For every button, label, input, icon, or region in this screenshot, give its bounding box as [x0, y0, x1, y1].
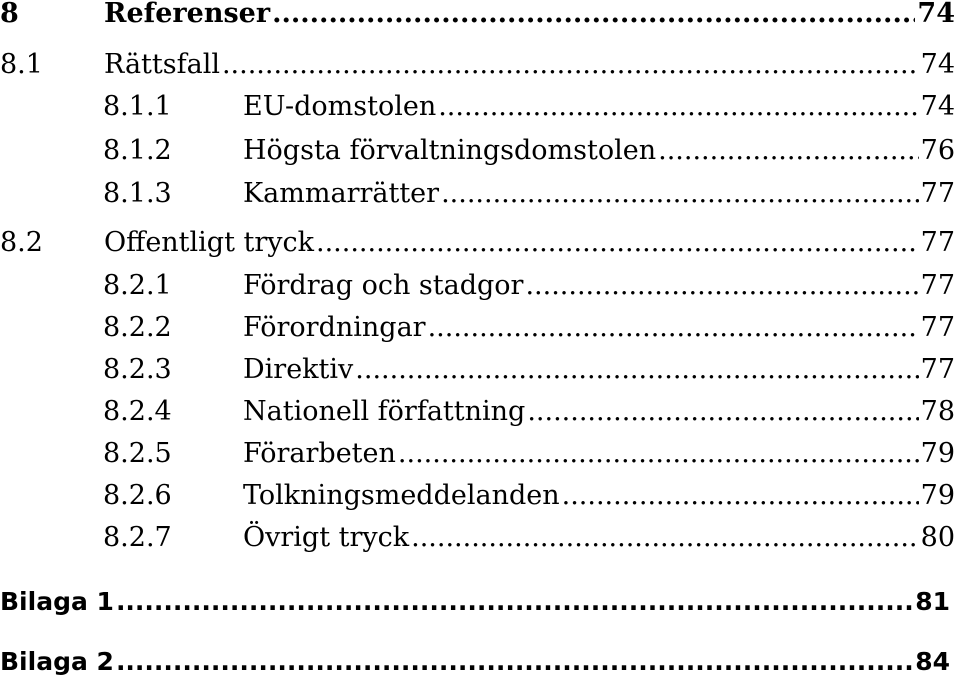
- toc-entry-page: 77: [920, 354, 955, 385]
- toc-entry-title: Nationell författning: [243, 396, 526, 427]
- toc-entry-number: 8.2.4: [103, 396, 172, 427]
- toc-entry-8-1-1[interactable]: [103, 85, 955, 129]
- toc-appendix-title: Bilaga 1: [0, 587, 114, 616]
- toc-entry-page: 76: [920, 135, 955, 166]
- toc-leader-dots: [441, 172, 919, 216]
- toc-leader-dots: [411, 516, 919, 560]
- toc-entry-title: Förarbeten: [243, 438, 396, 469]
- toc-entry-title: Offentligt tryck: [104, 227, 315, 258]
- toc-entry-number: 8.1.1: [103, 91, 172, 122]
- toc-leader-dots: [222, 43, 919, 87]
- toc-leader-dots: [398, 432, 919, 476]
- toc-entry-page: 77: [920, 227, 955, 258]
- toc-entry-page: 77: [920, 178, 955, 209]
- toc-entry-8-2-1[interactable]: [103, 264, 955, 308]
- toc-leader-dots: [562, 474, 919, 518]
- toc-entry-8-2-2[interactable]: [103, 306, 955, 350]
- toc-entry-number: 8.1.3: [103, 178, 172, 209]
- toc-entry-page: 74: [917, 0, 955, 29]
- toc-entry-number: 8.2.3: [103, 354, 172, 385]
- toc-appendix-page: 84: [915, 647, 950, 676]
- toc-entry-number: 8.2.2: [103, 312, 172, 343]
- toc-entry-8-2-4[interactable]: [103, 390, 955, 434]
- toc-entry-number: 8.2: [0, 227, 43, 258]
- toc-leader-dots: [272, 0, 915, 36]
- toc-entry-number: 8.1.2: [103, 135, 172, 166]
- toc-entry-8-1-2[interactable]: [103, 129, 955, 173]
- toc-entry-page: 80: [920, 522, 955, 553]
- toc-entry-page: 79: [920, 480, 955, 511]
- toc-entry-page: 74: [920, 49, 955, 80]
- toc-leader-dots: [355, 348, 918, 392]
- toc-entry-page: 78: [920, 396, 955, 427]
- toc-entry-8-2[interactable]: [0, 221, 955, 265]
- toc-entry-title: Högsta förvaltningsdomstolen: [243, 135, 657, 166]
- toc-entry-title: EU-domstolen: [243, 91, 437, 122]
- toc-leader-dots: [116, 580, 913, 624]
- toc-entry-title: Övrigt tryck: [243, 522, 410, 553]
- toc-entry-8[interactable]: [0, 0, 955, 36]
- toc-leader-dots: [438, 85, 918, 129]
- toc-entry-8-1[interactable]: [0, 43, 955, 87]
- toc-entry-number: 8.2.5: [103, 438, 172, 469]
- toc-appendix-page: 81: [915, 587, 950, 616]
- toc-entry-8-2-3[interactable]: [103, 348, 955, 392]
- toc-entry-page: 74: [920, 91, 955, 122]
- toc-entry-number: 8.2.6: [103, 480, 172, 511]
- toc-entry-number: 8.2.1: [103, 270, 172, 301]
- toc-appendix-2[interactable]: [0, 640, 950, 684]
- toc-leader-dots: [116, 640, 913, 684]
- toc-entry-page: 77: [920, 270, 955, 301]
- toc-appendix-title: Bilaga 2: [0, 647, 114, 676]
- toc-leader-dots: [525, 264, 918, 308]
- toc-leader-dots: [527, 390, 918, 434]
- toc-entry-page: 79: [920, 438, 955, 469]
- toc-leader-dots: [316, 221, 919, 265]
- toc-entry-title: Rättsfall: [104, 49, 220, 80]
- toc-entry-8-2-5[interactable]: [103, 432, 955, 476]
- toc-appendix-1[interactable]: [0, 580, 950, 624]
- toc-entry-number: 8.1: [0, 49, 43, 80]
- toc-entry-8-2-6[interactable]: [103, 474, 955, 518]
- toc-entry-title: Direktiv: [243, 354, 354, 385]
- toc-entry-title: Fördrag och stadgor: [243, 270, 524, 301]
- toc-entry-8-1-3[interactable]: [103, 172, 955, 216]
- toc-entry-page: 77: [920, 312, 955, 343]
- toc-entry-number: 8.2.7: [103, 522, 172, 553]
- toc-leader-dots: [658, 129, 919, 173]
- toc-entry-title: Förordningar: [243, 312, 426, 343]
- toc-entry-number: 8: [0, 0, 19, 29]
- toc-entry-title: Referenser: [104, 0, 271, 29]
- toc-entry-title: Tolkningsmeddelanden: [243, 480, 560, 511]
- toc-entry-title: Kammarrätter: [243, 178, 440, 209]
- toc-entry-8-2-7[interactable]: [103, 516, 955, 560]
- toc-leader-dots: [428, 306, 919, 350]
